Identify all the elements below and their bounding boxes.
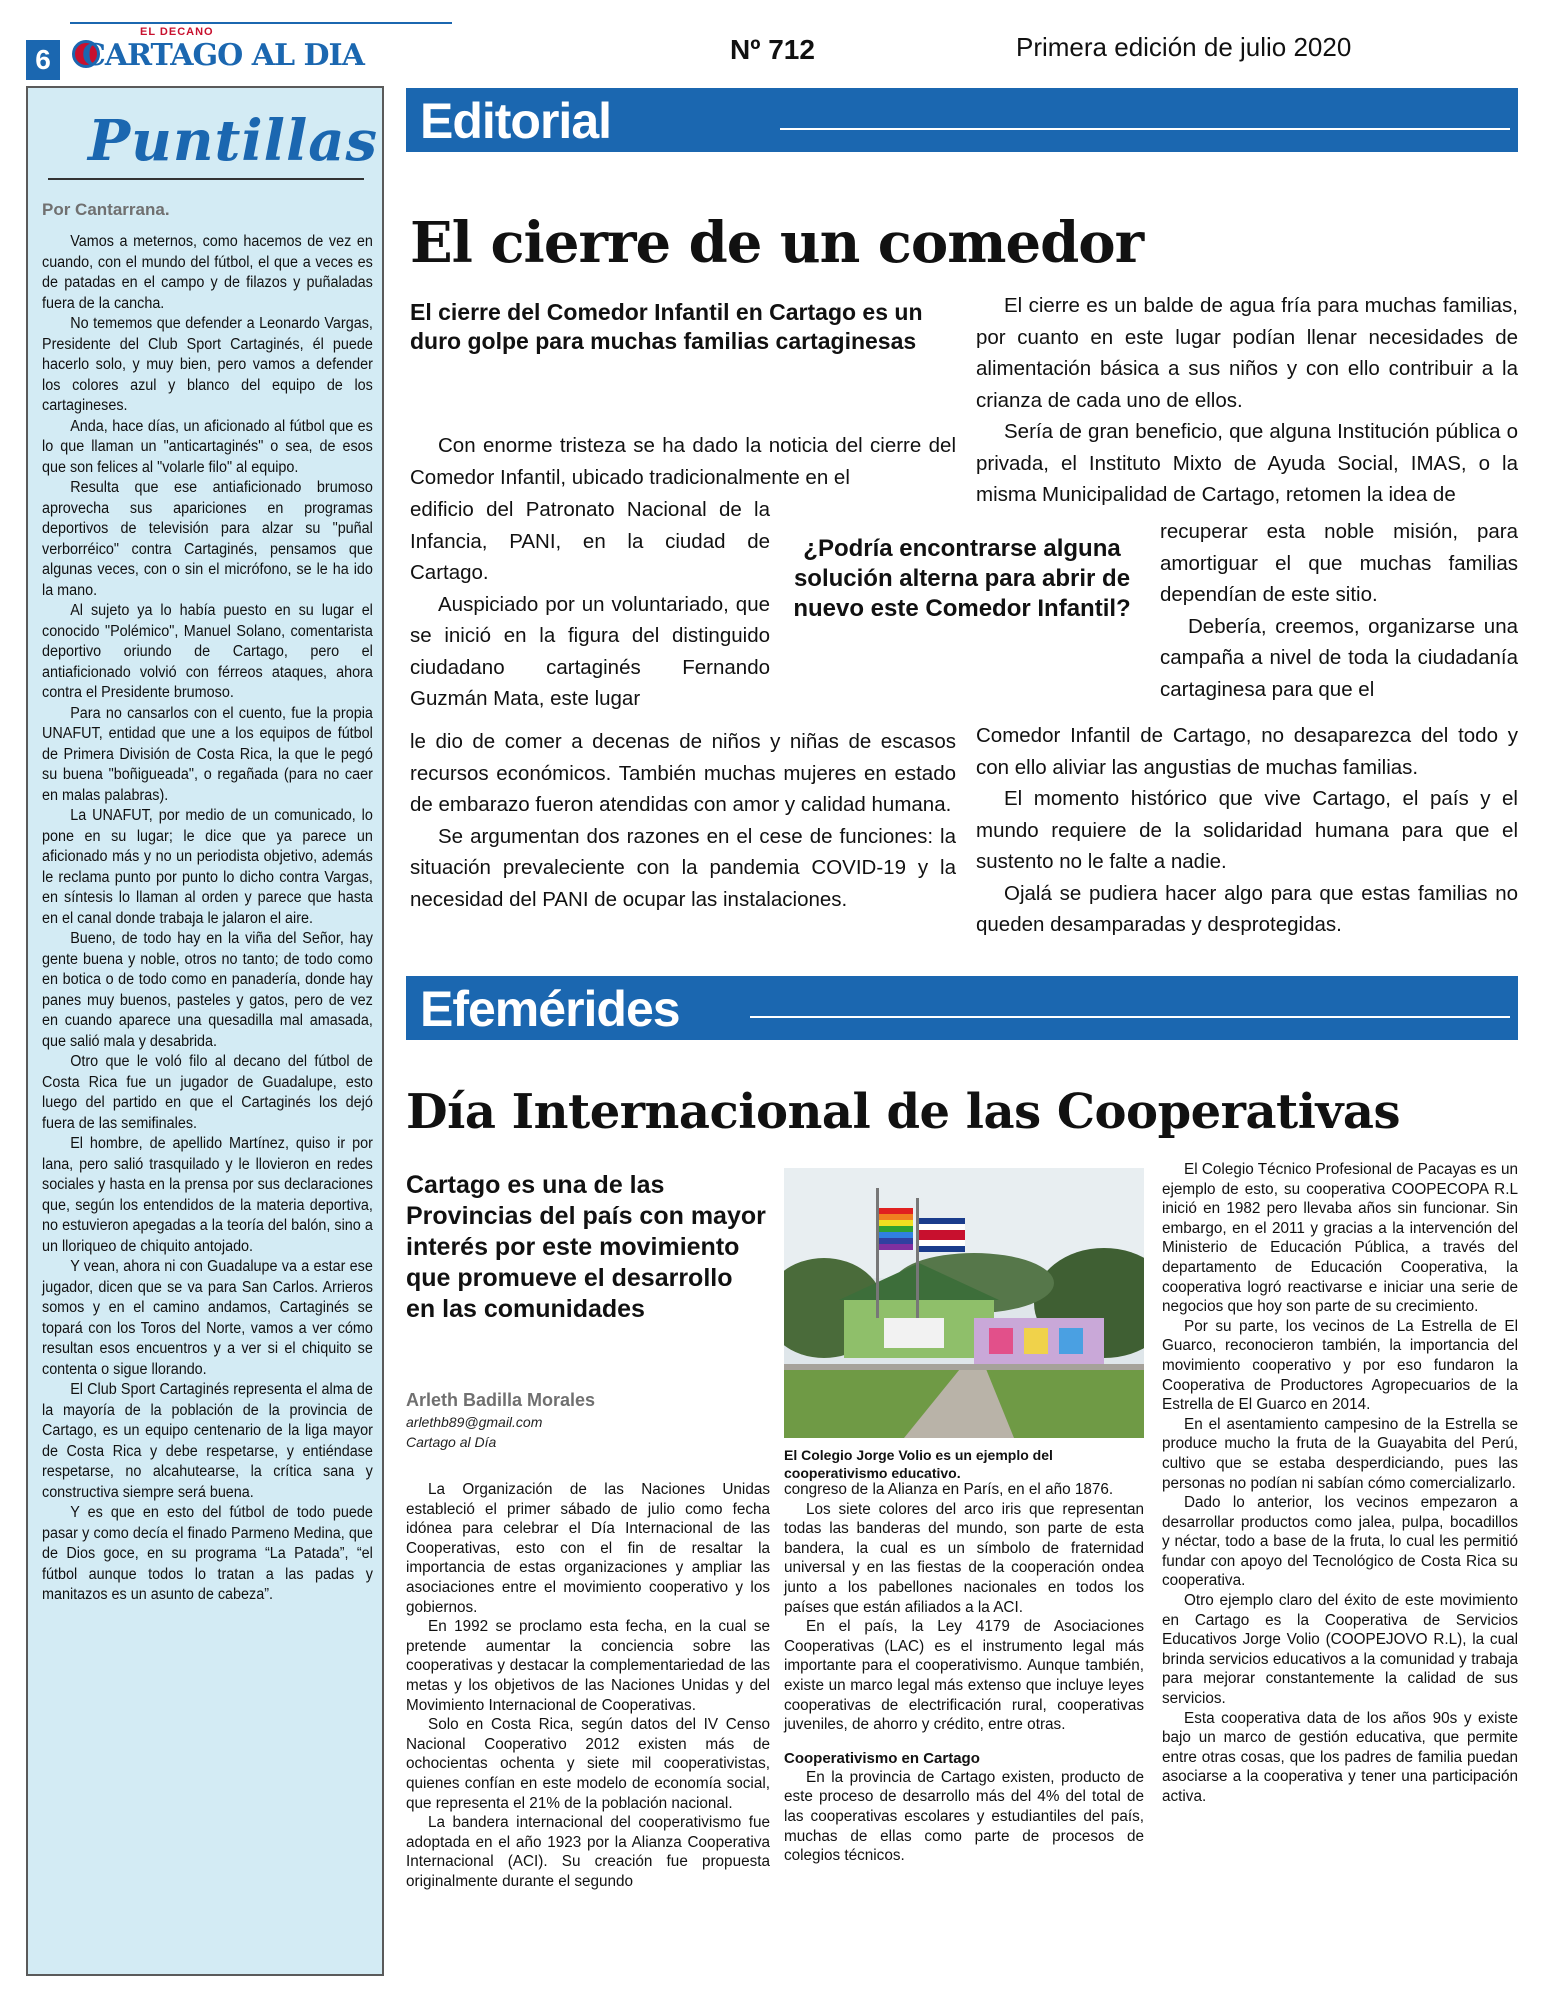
editorial-paragraph: Auspiciado por un voluntariado, que se inició en la figura del distinguido ciudadano cartaginés Fernando Guzmán Mata, este lugar bbox=[410, 592, 770, 710]
sidebar-paragraph: El hombre, de apellido Martínez, quiso ir por lana, pero salió trasquilado y le llovieron en redes sociales y hasta en la prensa por sus declaraciones que, según los entendidos de la materia deportiva, no estuvieron apegadas a la teoría del balón, sino a un lloriqueo de chiquito antojado. bbox=[42, 1135, 373, 1255]
edition-date: Primera edición de julio 2020 bbox=[1016, 32, 1352, 62]
editorial-paragraph: Ojalá se pudiera hacer algo para que estas familias no queden desamparadas y desprotegidas. bbox=[976, 881, 1518, 936]
editorial-paragraph: recuperar esta noble misión, para amortiguar el que muchas familias dependían de este sitio. bbox=[1160, 520, 1518, 606]
editorial-subheadline: El cierre del Comedor Infantil en Cartago es un duro golpe para muchas familias cartaginesas bbox=[410, 299, 923, 354]
sidebar-body bbox=[42, 232, 373, 1606]
efemerides-subheadline: Cartago es una de las Provincias del país con mayor interés por este movimiento que promueve el desarrollo en las comunidades bbox=[406, 1171, 766, 1323]
sidebar-title: Puntillas bbox=[88, 108, 379, 174]
efemerides-paragraph: En la provincia de Cartago existen, producto de este proceso de desarrollo más del 4% del total de las cooperativas escolares y estudiantiles del país, muchas de ellas como parte de procesos de colegios técnicos. bbox=[784, 1768, 1144, 1865]
newspaper-logo bbox=[70, 26, 364, 82]
efemerides-paragraph: Esta cooperativa data de los años 90s y existe bajo un marco de gestión educativa, que permite entre otras cosas, que los padres de familia puedan asociarse a la cooperativa y tener una participación activa. bbox=[1162, 1709, 1518, 1805]
efemerides-column-2 bbox=[784, 1480, 1144, 1866]
efemerides-headline: Día Internacional de las Cooperativas bbox=[406, 1084, 1400, 1140]
efemerides-paragraph: Por su parte, los vecinos de La Estrella de El Guarco, reconocieron también, la importancia del movimiento cooperativo y por eso fundaron la Cooperativa de Productores Agropecuarios de la Estrella de El Guarco en 2014. bbox=[1162, 1317, 1518, 1414]
efemerides-paragraph: Solo en Costa Rica, según datos del IV Censo Nacional Cooperativo 2012 existen más de ochocientas ochenta y siete mil cooperativistas, quienes confían en este modelo de economía social, que representa el 21% de la población nacional. bbox=[406, 1716, 770, 1812]
editorial-paragraph: El momento histórico que vive Cartago, el país y el mundo requiere de la solidaridad humana para que el sustento no le falte a nadie. bbox=[976, 787, 1518, 873]
editorial-paragraph: Sería de gran beneficio, que alguna Institución pública o privada, el Instituto Mixto de Ayuda Social, IMAS, o la misma Municipalidad de Cartago, retomen la idea de bbox=[976, 420, 1518, 506]
editorial-paragraph: edificio del Patronato Nacional de la Infancia, PANI, en la ciudad de Cartago. bbox=[410, 498, 770, 584]
efemerides-paragraph: En el asentamiento campesino de la Estrella se produce mucho la fruta de la Guayabita del Perú, cultivo que se estaba desperdiciando, pues las personas no podían ni sabían cómo comercializarlo. bbox=[1162, 1415, 1518, 1492]
editorial-paragraph: le dio de comer a decenas de niños y niñas de escasos recursos económicos. También muchas mujeres en estado de embarazo fueron atendidas con amor y calidad humana. bbox=[410, 730, 956, 816]
school-photo-image bbox=[784, 1168, 1144, 1438]
editorial-paragraph: Comedor Infantil de Cartago, no desaparezca del todo y con ello aliviar las angustias de muchas familias. bbox=[976, 724, 1518, 779]
editorial-column-2-top bbox=[976, 290, 1518, 511]
editorial-column-2-bottom bbox=[976, 720, 1518, 941]
sidebar-paragraph: Resulta que ese antiaficionado brumoso aprovecha sus apariciones en programas deportivos de televisión para alzar su "puñal verborréico" contra Cartaginés, pensamos que algunas veces, con o sin el micrófono, se le ha ido la mano. bbox=[42, 479, 373, 599]
efemerides-column-1 bbox=[406, 1480, 770, 1891]
sidebar-paragraph: No tememos que defender a Leonardo Vargas, Presidente del Club Sport Cartaginés, él puede hacerlo solo, y muy bien, pero vamos a defender los colores azul y blanco del equipo de los cartagineses. bbox=[42, 315, 373, 414]
efemerides-paragraph: La bandera internacional del cooperativismo fue adoptada en el año 1923 por la Alianza Cooperativa Internacional (ACI). Su creación fue propuesta originalmente durante el segundo bbox=[406, 1814, 770, 1890]
efemerides-paragraph: En 1992 se proclamo esta fecha, en la cual se pretende aumentar la conciencia sobre las cooperativas y destacar la complementariedad de las metas y los objetivos de las Naciones Unidas y del Movimiento Internacional de Cooperativas. bbox=[406, 1618, 770, 1714]
efemerides-subheading: Cooperativismo en Cartago bbox=[784, 1749, 980, 1767]
section-bar-editorial bbox=[406, 88, 1518, 152]
article-author-email: arlethb89@gmail.com bbox=[406, 1414, 543, 1430]
section-bar-rule bbox=[780, 128, 1510, 130]
editorial-paragraph: Se argumentan dos razones en el cese de funciones: la situación prevaleciente con la pandemia COVID-19 y la necesidad del PANI de ocupar las instalaciones. bbox=[410, 824, 956, 911]
efemerides-paragraph: El Colegio Técnico Profesional de Pacayas es un ejemplo de esto, su cooperativa COOPECOPA R.L inició en 1982 pero llevaba años sin funcionar. Sin embargo, en el 2011 y gracias a la intervención del Ministerio de Educación Pública, a través del departamento de Educación Cooperativa, la cooperativa logró reactivarse e iniciar una serie de negocios que hoy son parte de su crecimiento. bbox=[1162, 1161, 1518, 1316]
editorial-paragraph: Con enorme tristeza se ha dado la noticia del cierre del Comedor Infantil, ubicado tradicionalmente en el bbox=[410, 434, 956, 489]
section-bar-rule bbox=[750, 1016, 1510, 1018]
section-bar-efemerides bbox=[406, 976, 1518, 1040]
editorial-column-1-top bbox=[410, 430, 956, 493]
editorial-column-1-bottom bbox=[410, 726, 956, 915]
sidebar-paragraph: Y vean, ahora ni con Guadalupe va a estar ese jugador, dicen que se va para San Carlos. Arrieros somos y en el camino andamos, Cartaginés se topará con los Toros del Norte, vamos a ver cómo resultan esos encuentros y a ver si el chiquito se contenta o sigue llorando. bbox=[42, 1258, 373, 1378]
efemerides-paragraph: congreso de la Alianza en París, en el año 1876. bbox=[784, 1481, 1114, 1498]
sidebar-paragraph: Para no cansarlos con el cuento, fue la propia UNAFUT, entidad que une a los equipos de fútbol de Primera División de Costa Rica, la que le pegó su buena "boñigueada", o regañada (para no caer en malas palabras). bbox=[42, 704, 373, 804]
efemerides-paragraph: Dado lo anterior, los vecinos empezaron a desarrollar productos como jalea, pulpa, bocadillos y néctar, todo a base de la fruta, lo cual les permitió fundar con apoyo del Tecnológico de Costa Rica su cooperativa. bbox=[1162, 1494, 1518, 1590]
section-label: Efemérides bbox=[420, 981, 680, 1037]
editorial-paragraph: El cierre es un balde de agua fría para muchas familias, por cuanto en este lugar podían llenar necesidades de alimentación básica a sus niños y con ello contribuir a la crianza de cada uno de ellos. bbox=[976, 294, 1518, 412]
issue-number: Nº 712 bbox=[730, 34, 815, 65]
sidebar-rule bbox=[48, 178, 364, 180]
sidebar-paragraph: Vamos a meternos, como hacemos de vez en cuando, con el mundo del fútbol, el que a veces es de patadas en el campo y de filazos y puñaladas fuera de la cancha. bbox=[42, 233, 373, 312]
sidebar-author: Por Cantarrana. bbox=[42, 200, 170, 219]
header-rule bbox=[70, 22, 452, 24]
editorial-paragraph: Debería, creemos, organizarse una campaña a nivel de toda la ciudadanía cartaginesa para que el bbox=[1160, 614, 1518, 701]
logo-tagline: EL DECANO bbox=[140, 26, 214, 38]
efemerides-paragraph: Otro ejemplo claro del éxito de este movimiento en Cartago es la Cooperativa de Servicios Educativos Jorge Volio (COOPEJOVO R.L), la cual brinda servicios educativos a la comunidad y trabaja para mejorar constantemente la calidad de sus servicios. bbox=[1162, 1592, 1518, 1708]
editorial-headline: El cierre de un comedor bbox=[410, 210, 1144, 276]
efemerides-paragraph: La Organización de las Naciones Unidas estableció el primer sábado de julio como fecha idónea para celebrar el Día Internacional de las Cooperativas, esto con el fin de resaltar la importancia de estas organizaciones y ampliar las asociaciones entre el movimiento cooperativo y los gobiernos. bbox=[406, 1481, 770, 1616]
efemerides-column-3 bbox=[1162, 1160, 1518, 1807]
sidebar-paragraph: Otro que le voló filo al decano del fútbol de Costa Rica fue un jugador de Guadalupe, esto luego del partido en que el Cartaginés los dejó fuera de las semifinales. bbox=[42, 1053, 373, 1132]
sidebar-puntillas bbox=[26, 86, 384, 1976]
section-label: Editorial bbox=[420, 93, 612, 149]
photo-caption: El Colegio Jorge Volio es un ejemplo del cooperativismo educativo. bbox=[784, 1447, 1053, 1481]
sidebar-paragraph: Bueno, de todo hay en la viña del Señor, hay gente buena y noble, otros no tanto; de todo como en botica o de todo como en panadería, donde hay panes muy buenos, pasteles y gatos, pero de vez en cuando aparece una quesadilla mal amasada, que salió mala y desabrida. bbox=[42, 930, 373, 1050]
sidebar-paragraph: Anda, hace días, un aficionado al fútbol que es lo que llaman un "anticartaginés" o sea, de esos que son felices al "volarle filo" al equipo. bbox=[42, 417, 373, 476]
sidebar-paragraph: Al sujeto ya lo había puesto en su lugar el conocido "Polémico", Manuel Solano, comentarista deportivo oriundo de Cartago, pero el antiaficionado volvió con férreos ataques, ahora contra el Presidente brumoso. bbox=[42, 602, 373, 701]
logo-name: CARTAGO AL DIA bbox=[82, 38, 364, 73]
editorial-column-2-narrow bbox=[1160, 516, 1518, 705]
sidebar-paragraph: Y es que en esto del fútbol de todo puede pasar y como decía el finado Parmeno Medina, que de Dios goce, en su programa “La Patada”, “el fútbol aunque todos lo tratan a las padas y manitazos es un asunto de cabeza”. bbox=[42, 1504, 373, 1603]
editorial-column-1-narrow bbox=[410, 494, 770, 715]
article-author-org: Cartago al Día bbox=[406, 1434, 497, 1450]
editorial-pullquote: ¿Podría encontrarse alguna solución alterna para abrir de nuevo este Comedor Infantil? bbox=[793, 535, 1131, 622]
school-photo bbox=[784, 1168, 1144, 1438]
page-number: 6 bbox=[26, 40, 60, 80]
sidebar-paragraph: El Club Sport Cartaginés representa el alma de la mayoría de la población de la provincia de Cartago, es un equipo centenario de la liga mayor de Costa Rica y debe respetarse, y entiéndase respetarse, no alcahutearse, la crítica sana y constructiva siempre será buena. bbox=[42, 1381, 373, 1501]
efemerides-paragraph: Los siete colores del arco iris que representan todas las banderas del mundo, son parte de esta bandera, la cual es un símbolo de fraternidad universal y en las fiestas de la cooperación ondea junto a los pabellones nacionales en todos los países que están afiliados a la ACI. bbox=[784, 1500, 1144, 1616]
article-author: Arleth Badilla Morales bbox=[406, 1390, 596, 1410]
efemerides-paragraph: En el país, la Ley 4179 de Asociaciones Cooperativas (LAC) es el instrumento legal más importante para el cooperativismo. Aunque también, existe un marco legal más extenso que incluye leyes cooperativas de electrificación rural, cooperativas juveniles, de ahorro y crédito, entre otras. bbox=[784, 1618, 1144, 1734]
sidebar-paragraph: La UNAFUT, por medio de un comunicado, lo pone en su lugar; le dice que ya parece un aficionado más y no un periodista objetivo, además le reclama punto por punto lo dicho contra Vargas, en síntesis lo llaman al orden y parece que hasta en el canal donde trabaja le jalaron el aire. bbox=[42, 807, 373, 927]
